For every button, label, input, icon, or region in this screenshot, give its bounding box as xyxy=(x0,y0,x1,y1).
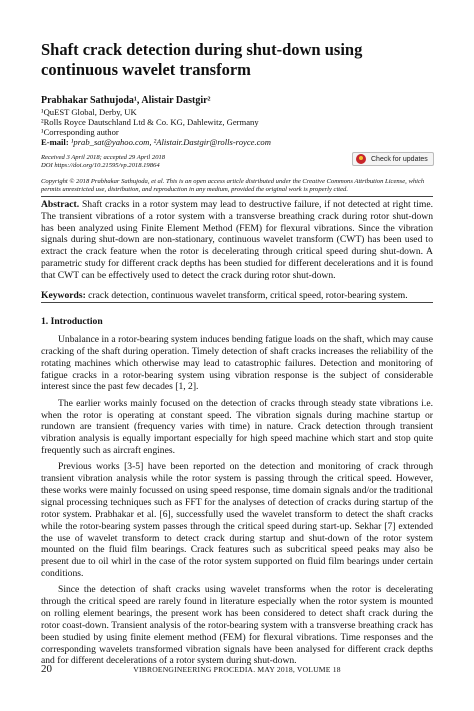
email-addresses[interactable]: ¹prab_sat@yahoo.com, ²Alistair.Dastgir@rolls-royce.com xyxy=(70,137,271,147)
doi-link[interactable]: DOI https://doi.org/10.21595/vp.2018.19864 xyxy=(41,162,160,169)
affiliation-1: ¹QuEST Global, Derby, UK xyxy=(41,107,137,117)
crossmark-icon xyxy=(356,154,366,164)
divider-bottom xyxy=(41,302,433,303)
page-footer xyxy=(41,663,433,677)
page-number: 20 xyxy=(41,663,52,675)
abstract-text: Shaft cracks in a rotor system may lead to destructive failure, if not detected at right time. The transient vibrations of a rotor system with a transverse breathing crack during rotor shut-down has been analyzed using Finite Element Method (FEM) for flexural vibrations. Since the vibration signals during shut-down are non-stationary, continuous wavelet transform (CWT) has been used to extract the crack feature when the rotor is decelerating through critical speed during shut-down. A parametric study for different crack depths has been studied for different decelerations and it is found that CWT can be effectively used to detect the crack during rotor shut-down. xyxy=(41,199,433,281)
paragraph: Since the detection of shaft cracks using wavelet transforms when the rotor is decelerating through the critical speed are rarely found in literature especially when the rotor system is mounted on rolling element bearings, the present work has been considered to detect shaft crack during the rotor coast-down. Transient analysis of the rotor-bearing system with a transverse breathing crack has been studied by using finite element method (FEM) for flexural vibrations. Time responses and the corresponding wavelets transformed vibration signals have been analysed for different crack depths and for different decelerations of a rotor system during shut-down. xyxy=(41,584,433,667)
section-heading-introduction: 1. Introduction xyxy=(41,316,103,327)
journal-running-footer: VIBROENGINEERING PROCEDIA. MAY 2018, VOLUME 18 xyxy=(133,665,341,674)
introduction-body xyxy=(41,334,433,672)
check-for-updates-button[interactable] xyxy=(352,152,434,166)
check-for-updates-label: Check for updates xyxy=(371,155,428,163)
corresponding-author-note: ¹Corresponding author xyxy=(41,127,119,137)
paragraph: The earlier works mainly focused on the detection of cracks through steady state vibrations i.e. when the rotor is operating at constant speed. The vibration signals during machine startup or rundown are transient (frequency varies with time) in nature. Crack detection through transient vibration analysis is equally important especially for high speed machine which start and stop quite frequently such as aircraft engines. xyxy=(41,397,433,457)
divider-top xyxy=(41,196,433,197)
keywords-text: crack detection, continuous wavelet transform, critical speed, rotor-bearing system. xyxy=(88,290,408,301)
email-line xyxy=(41,137,433,148)
paper-title: Shaft crack detection during shut-down using continuous wavelet transform xyxy=(41,40,363,79)
email-label: E-mail: xyxy=(41,137,69,147)
author-list: Prabhakar Sathujoda¹, Alistair Dastgir² xyxy=(41,95,211,106)
abstract-label: Abstract. xyxy=(41,199,80,210)
paragraph: Unbalance in a rotor-bearing system induces bending fatigue loads on the shaft, which may cause cracking of the shaft during operation. Timely detection of shaft cracks increases the reliability of the rotating machines which otherwise may lead to catastrophic failures. Detection and monitoring of fatigue cracks in a rotor-bearing system using vibration response is the subject of considerable interest since the past few decades [1, 2]. xyxy=(41,334,433,393)
copyright-notice: Copyright © 2018 Prabhakar Sathujoda, et al. This is an open access article distributed under the Creative Commons Attribution License, which permits unrestricted use, distribution, and reproduction in any medium, provided the original work is properly cited. xyxy=(41,178,425,194)
keywords-label: Keywords: xyxy=(41,290,86,301)
paragraph: Previous works [3-5] have been reported on the detection and monitoring of crack through transient vibration analysis while the rotor system is passing through the critical speed. However, these works were mainly focussed on using speed response, time domain signals and/or the traditional signal processing techniques such as FFT for the analyses of detection of cracks during startup of the rotor system. Prabhakar et al. [6], successfully used the wavelet transform to detect the shaft cracks while the rotor-bearing system passes through the critical speed during start-up. Sekhar [7] extended the use of wavelet transform to detect crack during startup and shut-down of the rotor system mounted on the fluid film bearings. Crack features such as subcritical speed peaks may also be present due to oil whirl in the case of the rotor system supported on fluid film bearings under certain conditions. xyxy=(41,461,433,580)
abstract xyxy=(41,199,433,282)
received-dates: Received 3 April 2018; accepted 29 April 2018 xyxy=(41,154,166,161)
affiliation-2: ²Rolls Royce Dautschland Ltd & Co. KG, Dahlewitz, Germany xyxy=(41,117,259,127)
keywords xyxy=(41,290,433,302)
